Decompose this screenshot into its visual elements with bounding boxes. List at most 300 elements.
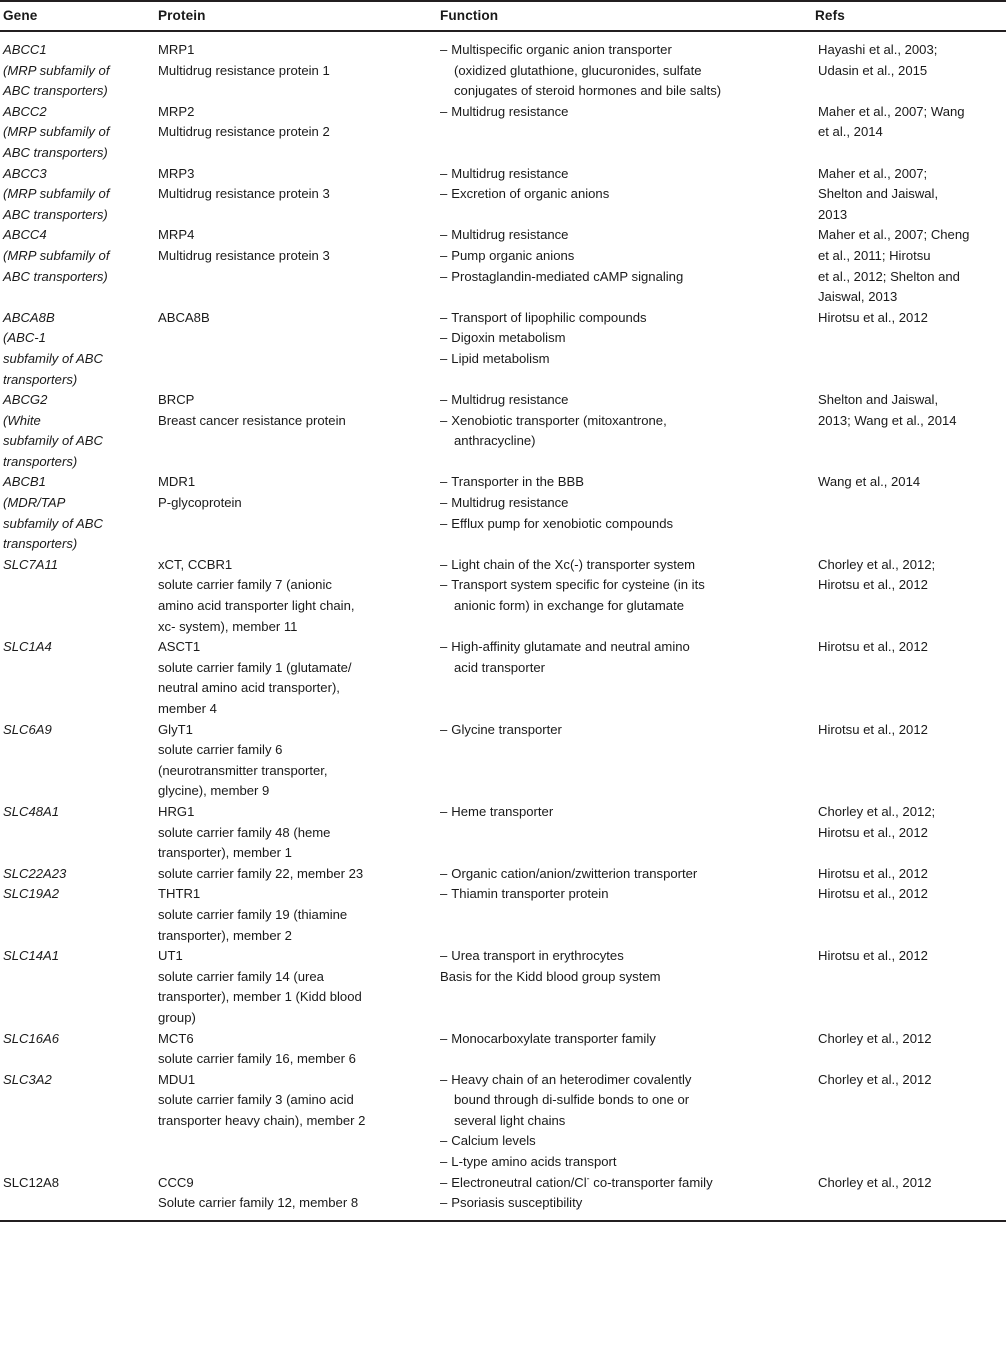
gene-subfamily-line: transporters) xyxy=(3,453,78,469)
table-row xyxy=(0,1173,1006,1221)
gene-subfamily-line: ABC transporters) xyxy=(3,268,108,284)
gene-symbol: SLC48A1 xyxy=(3,803,60,819)
function-text: Multidrug resistance xyxy=(451,227,569,243)
gene-subfamily-line: (MRP subfamily of xyxy=(3,62,110,78)
gene-subfamily-line: (MDR/TAP xyxy=(3,495,66,511)
cell-function xyxy=(437,1029,815,1070)
function-text: Transport system specific for cysteine (in its xyxy=(451,577,705,593)
cell-gene xyxy=(0,164,155,226)
bullet-dash-icon: – xyxy=(440,1133,448,1149)
function-list xyxy=(440,720,807,741)
table-row xyxy=(0,472,1006,554)
protein-line: solute carrier family 6 xyxy=(158,742,283,758)
protein-line: Multidrug resistance protein 3 xyxy=(158,247,330,263)
reference-line: Hirotsu et al., 2012 xyxy=(818,577,928,593)
reference-line: 2013 xyxy=(818,206,848,222)
protein-line: solute carrier family 19 (thiamine xyxy=(158,906,348,922)
function-text: Multidrug resistance xyxy=(451,495,569,511)
function-item xyxy=(440,946,807,967)
cell-function xyxy=(437,102,815,164)
function-text: Efflux pump for xenobiotic compounds xyxy=(451,515,674,531)
cell-gene xyxy=(0,1173,155,1221)
function-text: acid transporter xyxy=(454,659,545,675)
bullet-dash-icon: – xyxy=(440,165,448,181)
cell-refs xyxy=(815,884,1006,946)
function-text: Heavy chain of an heterodimer covalently xyxy=(451,1071,692,1087)
function-item xyxy=(440,1193,807,1214)
function-item xyxy=(440,328,807,349)
function-item xyxy=(440,555,807,576)
protein-line: Multidrug resistance protein 2 xyxy=(158,124,330,140)
function-item xyxy=(440,225,807,246)
table-row xyxy=(0,864,1006,885)
cell-gene xyxy=(0,637,155,719)
reference-line: et al., 2014 xyxy=(818,124,883,140)
bullet-dash-icon: – xyxy=(440,1195,448,1211)
cell-protein xyxy=(155,102,437,164)
bullet-dash-icon: – xyxy=(440,495,448,511)
cell-gene xyxy=(0,1070,155,1173)
function-text: conjugates of steroid hormones and bile salts) xyxy=(454,83,722,99)
cell-function xyxy=(437,802,815,864)
gene-subfamily-line: subfamily of ABC xyxy=(3,515,103,531)
bullet-dash-icon: – xyxy=(440,330,448,346)
function-list xyxy=(440,1173,807,1214)
cell-function xyxy=(437,390,815,472)
protein-line: Multidrug resistance protein 3 xyxy=(158,186,330,202)
cell-function xyxy=(437,31,815,102)
reference-line: et al., 2011; Hirotsu xyxy=(818,247,931,263)
function-text: Prostaglandin-mediated cAMP signaling xyxy=(451,268,684,284)
cell-refs xyxy=(815,555,1006,637)
gene-subfamily-line: (MRP subfamily of xyxy=(3,124,110,140)
gene-subfamily-line: (MRP subfamily of xyxy=(3,247,110,263)
cell-gene xyxy=(0,555,155,637)
protein-line: CCC9 xyxy=(158,1174,194,1190)
gene-symbol: SLC12A8 xyxy=(3,1174,60,1190)
protein-line: solute carrier family 3 (amino acid xyxy=(158,1092,354,1108)
cell-protein xyxy=(155,884,437,946)
protein-line: solute carrier family 16, member 6 xyxy=(158,1051,356,1067)
function-item xyxy=(440,246,807,267)
function-item xyxy=(440,431,807,452)
bullet-dash-icon: – xyxy=(440,247,448,263)
function-text-continued: co-transporter family xyxy=(589,1174,713,1190)
function-item xyxy=(440,658,807,679)
function-list xyxy=(440,102,807,123)
column-header-gene: Gene xyxy=(0,1,155,31)
gene-symbol: ABCG2 xyxy=(3,392,48,408)
function-item xyxy=(440,596,807,617)
protein-line: glycine), member 9 xyxy=(158,783,270,799)
function-text: (oxidized glutathione, glucuronides, sulfate xyxy=(454,62,702,78)
bullet-dash-icon: – xyxy=(440,392,448,408)
cell-protein xyxy=(155,164,437,226)
gene-symbol: ABCC4 xyxy=(3,227,47,243)
gene-symbol: SLC19A2 xyxy=(3,886,60,902)
protein-line: Breast cancer resistance protein xyxy=(158,412,346,428)
function-item xyxy=(440,61,807,82)
function-list xyxy=(440,1070,807,1173)
cell-function xyxy=(437,946,815,1028)
cell-refs xyxy=(815,102,1006,164)
protein-line: MDU1 xyxy=(158,1071,196,1087)
cell-protein xyxy=(155,864,437,885)
cell-function xyxy=(437,164,815,226)
function-item xyxy=(440,493,807,514)
reference-line: Chorley et al., 2012; xyxy=(818,803,936,819)
gene-symbol: SLC14A1 xyxy=(3,948,60,964)
cell-protein xyxy=(155,390,437,472)
protein-line: solute carrier family 1 (glutamate/ xyxy=(158,659,352,675)
bullet-dash-icon: – xyxy=(440,1071,448,1087)
function-text: Light chain of the Xc(-) transporter system xyxy=(451,556,696,572)
protein-line: Multidrug resistance protein 1 xyxy=(158,62,330,78)
header-row xyxy=(0,1,1006,31)
cell-protein xyxy=(155,720,437,802)
reference-line: Hirotsu et al., 2012 xyxy=(818,886,928,902)
cell-protein xyxy=(155,1173,437,1221)
bullet-dash-icon: – xyxy=(440,639,448,655)
cell-protein xyxy=(155,802,437,864)
function-text: Heme transporter xyxy=(451,803,554,819)
protein-line: solute carrier family 22, member 23 xyxy=(158,865,364,881)
bullet-dash-icon: – xyxy=(440,865,448,881)
protein-line: MRP2 xyxy=(158,103,195,119)
function-text: Multidrug resistance xyxy=(451,165,569,181)
function-list xyxy=(440,637,807,678)
protein-line: UT1 xyxy=(158,948,183,964)
function-list xyxy=(440,555,807,617)
protein-line: transporter), member 1 (Kidd blood xyxy=(158,989,362,1005)
reference-line: Wang et al., 2014 xyxy=(818,474,921,490)
cell-refs xyxy=(815,308,1006,390)
function-text: Lipid metabolism xyxy=(451,350,550,366)
table-row xyxy=(0,308,1006,390)
function-item xyxy=(440,308,807,329)
table-row xyxy=(0,390,1006,472)
function-item xyxy=(440,514,807,535)
protein-line: (neurotransmitter transporter, xyxy=(158,762,328,778)
column-header-function: Function xyxy=(437,1,815,31)
reference-line: Maher et al., 2007; Wang xyxy=(818,103,965,119)
protein-line: HRG1 xyxy=(158,803,195,819)
function-text: Multidrug resistance xyxy=(451,392,569,408)
bullet-dash-icon: – xyxy=(440,515,448,531)
column-header-protein: Protein xyxy=(155,1,437,31)
reference-line: et al., 2012; Shelton and xyxy=(818,268,960,284)
protein-line: GlyT1 xyxy=(158,721,193,737)
gene-symbol: SLC3A2 xyxy=(3,1071,52,1087)
protein-line: MRP3 xyxy=(158,165,195,181)
gene-symbol: SLC6A9 xyxy=(3,721,52,737)
function-text: Calcium levels xyxy=(451,1133,536,1149)
reference-line: Chorley et al., 2012 xyxy=(818,1174,932,1190)
function-item xyxy=(440,164,807,185)
gene-subfamily-line: (White xyxy=(3,412,41,428)
function-list xyxy=(440,308,807,370)
protein-line: group) xyxy=(158,1009,196,1025)
table-row xyxy=(0,720,1006,802)
function-item xyxy=(440,184,807,205)
bullet-dash-icon: – xyxy=(440,1030,448,1046)
function-list xyxy=(440,946,807,987)
reference-line: Hirotsu et al., 2012 xyxy=(818,865,928,881)
bullet-dash-icon: – xyxy=(440,412,448,428)
cell-protein xyxy=(155,31,437,102)
superscript-charge: - xyxy=(586,1173,590,1184)
protein-line: MRP4 xyxy=(158,227,195,243)
cell-refs xyxy=(815,390,1006,472)
function-text: Psoriasis susceptibility xyxy=(451,1195,583,1211)
reference-line: Chorley et al., 2012; xyxy=(818,556,936,572)
cell-refs xyxy=(815,225,1006,307)
protein-line: BRCP xyxy=(158,392,195,408)
protein-line: transporter), member 1 xyxy=(158,845,292,861)
protein-line: transporter), member 2 xyxy=(158,927,292,943)
function-text: Multidrug resistance xyxy=(451,103,569,119)
table-row xyxy=(0,946,1006,1028)
cell-refs xyxy=(815,472,1006,554)
protein-line: amino acid transporter light chain, xyxy=(158,598,355,614)
function-list xyxy=(440,884,807,905)
reference-line: Chorley et al., 2012 xyxy=(818,1030,932,1046)
function-text: Monocarboxylate transporter family xyxy=(451,1030,656,1046)
cell-function xyxy=(437,1173,815,1221)
function-item xyxy=(440,802,807,823)
gene-symbol: ABCC2 xyxy=(3,103,47,119)
cell-protein xyxy=(155,308,437,390)
function-item xyxy=(440,884,807,905)
reference-line: Hirotsu et al., 2012 xyxy=(818,639,928,655)
bullet-dash-icon: – xyxy=(440,227,448,243)
function-text: Urea transport in erythrocytes xyxy=(451,948,624,964)
gene-symbol: SLC1A4 xyxy=(3,639,52,655)
table-row xyxy=(0,555,1006,637)
gene-subfamily-line: subfamily of ABC xyxy=(3,350,103,366)
cell-protein xyxy=(155,555,437,637)
function-text: Multispecific organic anion transporter xyxy=(451,42,672,57)
function-item xyxy=(440,1029,807,1050)
cell-refs xyxy=(815,720,1006,802)
function-item xyxy=(440,411,807,432)
cell-protein xyxy=(155,225,437,307)
reference-line: Hirotsu et al., 2012 xyxy=(818,824,928,840)
gene-subfamily-line: transporters) xyxy=(3,536,78,552)
bullet-dash-icon: – xyxy=(440,474,448,490)
cell-gene xyxy=(0,802,155,864)
function-text: Excretion of organic anions xyxy=(451,186,610,202)
reference-line: Shelton and Jaiswal, xyxy=(818,392,939,408)
function-item xyxy=(440,472,807,493)
gene-subfamily-line: transporters) xyxy=(3,371,78,387)
cell-gene xyxy=(0,1029,155,1070)
cell-gene xyxy=(0,390,155,472)
table-row xyxy=(0,802,1006,864)
protein-line: MCT6 xyxy=(158,1030,194,1046)
cell-function xyxy=(437,864,815,885)
function-list xyxy=(440,802,807,823)
table-row xyxy=(0,637,1006,719)
cell-refs xyxy=(815,1070,1006,1173)
gene-symbol: ABCB1 xyxy=(3,474,46,490)
cell-gene xyxy=(0,308,155,390)
protein-line: xCT, CCBR1 xyxy=(158,556,233,572)
bullet-dash-icon: – xyxy=(440,1154,448,1170)
bullet-dash-icon: – xyxy=(440,577,448,593)
protein-line: member 4 xyxy=(158,701,217,716)
function-list xyxy=(440,40,807,102)
reference-line: Hirotsu et al., 2012 xyxy=(818,309,928,325)
gene-subfamily-line: ABC transporters) xyxy=(3,83,108,99)
table-row xyxy=(0,1029,1006,1070)
protein-line: MDR1 xyxy=(158,474,196,490)
cell-refs xyxy=(815,31,1006,102)
cell-gene xyxy=(0,720,155,802)
cell-protein xyxy=(155,1070,437,1173)
cell-refs xyxy=(815,864,1006,885)
function-item xyxy=(440,1152,807,1173)
bullet-dash-icon: – xyxy=(440,268,448,284)
table-row xyxy=(0,1070,1006,1173)
column-header-refs: Refs xyxy=(815,1,1006,31)
cell-function xyxy=(437,884,815,946)
cell-refs xyxy=(815,1173,1006,1221)
function-item xyxy=(440,40,807,61)
function-text: Transport of lipophilic compounds xyxy=(451,309,647,325)
reference-line: Hayashi et al., 2003; xyxy=(818,42,938,57)
table-row xyxy=(0,102,1006,164)
protein-line: transporter heavy chain), member 2 xyxy=(158,1112,366,1128)
table-row xyxy=(0,884,1006,946)
cell-function xyxy=(437,225,815,307)
protein-line: solute carrier family 48 (heme xyxy=(158,824,331,840)
reference-line: Udasin et al., 2015 xyxy=(818,62,928,78)
cell-gene xyxy=(0,884,155,946)
cell-refs xyxy=(815,802,1006,864)
cell-protein xyxy=(155,946,437,1028)
bullet-dash-icon: – xyxy=(440,186,448,202)
gene-symbol: ABCC3 xyxy=(3,165,47,181)
reference-line: 2013; Wang et al., 2014 xyxy=(818,412,957,428)
function-item xyxy=(440,1090,807,1111)
function-item xyxy=(440,1070,807,1091)
cell-gene xyxy=(0,31,155,102)
function-item xyxy=(440,967,807,988)
cell-gene xyxy=(0,225,155,307)
bullet-dash-icon: – xyxy=(440,948,448,964)
cell-gene xyxy=(0,946,155,1028)
reference-line: Hirotsu et al., 2012 xyxy=(818,721,928,737)
function-list xyxy=(440,472,807,534)
bullet-dash-icon: – xyxy=(440,886,448,902)
function-item xyxy=(440,81,807,102)
cell-refs xyxy=(815,637,1006,719)
gene-subfamily-line: subfamily of ABC xyxy=(3,433,103,449)
protein-line: Solute carrier family 12, member 8 xyxy=(158,1195,359,1211)
cell-gene xyxy=(0,102,155,164)
bullet-dash-icon: – xyxy=(440,103,448,119)
function-item xyxy=(440,390,807,411)
function-list xyxy=(440,164,807,205)
bullet-dash-icon: – xyxy=(440,350,448,366)
function-text: several light chains xyxy=(454,1112,566,1128)
function-list xyxy=(440,225,807,287)
cell-function xyxy=(437,637,815,719)
cell-refs xyxy=(815,946,1006,1028)
function-text: anionic form) in exchange for glutamate xyxy=(454,598,684,614)
function-item xyxy=(440,102,807,123)
function-item xyxy=(440,637,807,658)
function-list xyxy=(440,390,807,452)
reference-line: Chorley et al., 2012 xyxy=(818,1071,932,1087)
protein-line: solute carrier family 14 (urea xyxy=(158,968,324,984)
protein-line: P-glycoprotein xyxy=(158,495,242,511)
reference-line: Maher et al., 2007; xyxy=(818,165,928,181)
protein-line: solute carrier family 7 (anionic xyxy=(158,577,332,593)
function-item xyxy=(440,1111,807,1132)
bullet-dash-icon: – xyxy=(440,1174,448,1190)
gene-symbol: ABCA8B xyxy=(3,309,55,325)
function-text: High-affinity glutamate and neutral amino xyxy=(451,639,690,655)
gene-subfamily-line: ABC transporters) xyxy=(3,144,108,160)
cell-function xyxy=(437,1070,815,1173)
cell-protein xyxy=(155,637,437,719)
function-item xyxy=(440,267,807,288)
function-item xyxy=(440,1173,807,1194)
function-text: Transporter in the BBB xyxy=(451,474,584,490)
bullet-dash-icon: – xyxy=(440,309,448,325)
function-list xyxy=(440,864,807,885)
cell-protein xyxy=(155,472,437,554)
gene-subfamily-line: (ABC-1 xyxy=(3,330,46,346)
function-item xyxy=(440,864,807,885)
cell-gene xyxy=(0,864,155,885)
table-row xyxy=(0,164,1006,226)
function-text: Digoxin metabolism xyxy=(451,330,566,346)
cell-protein xyxy=(155,1029,437,1070)
gene-subfamily-line: ABC transporters) xyxy=(3,206,108,222)
function-text: Xenobiotic transporter (mitoxantrone, xyxy=(451,412,667,428)
table-row xyxy=(0,31,1006,102)
bullet-dash-icon: – xyxy=(440,721,448,737)
gene-symbol: SLC16A6 xyxy=(3,1030,60,1046)
gene-symbol: SLC22A23 xyxy=(3,865,67,881)
gene-symbol: SLC7A11 xyxy=(3,556,59,572)
cell-refs xyxy=(815,164,1006,226)
reference-line: Jaiswal, 2013 xyxy=(818,289,898,305)
reference-line: Hirotsu et al., 2012 xyxy=(818,948,928,964)
table-body xyxy=(0,31,1006,1221)
cell-function xyxy=(437,308,815,390)
function-text: Pump organic anions xyxy=(451,247,575,263)
function-text: Organic cation/anion/zwitterion transporter xyxy=(451,865,698,881)
function-text: Glycine transporter xyxy=(451,721,562,737)
function-text: bound through di-sulfide bonds to one or xyxy=(454,1092,690,1108)
gene-subfamily-line: (MRP subfamily of xyxy=(3,186,110,202)
protein-line: neutral amino acid transporter), xyxy=(158,680,340,696)
cell-gene xyxy=(0,472,155,554)
bullet-dash-icon: – xyxy=(440,803,448,819)
function-item xyxy=(440,1131,807,1152)
reference-line: Shelton and Jaiswal, xyxy=(818,186,939,202)
gene-symbol: ABCC1 xyxy=(3,42,47,57)
function-text: L-type amino acids transport xyxy=(451,1154,617,1170)
bullet-dash-icon: – xyxy=(440,42,448,57)
function-list xyxy=(440,1029,807,1050)
function-text: anthracycline) xyxy=(454,433,536,449)
protein-line: ASCT1 xyxy=(158,639,201,655)
